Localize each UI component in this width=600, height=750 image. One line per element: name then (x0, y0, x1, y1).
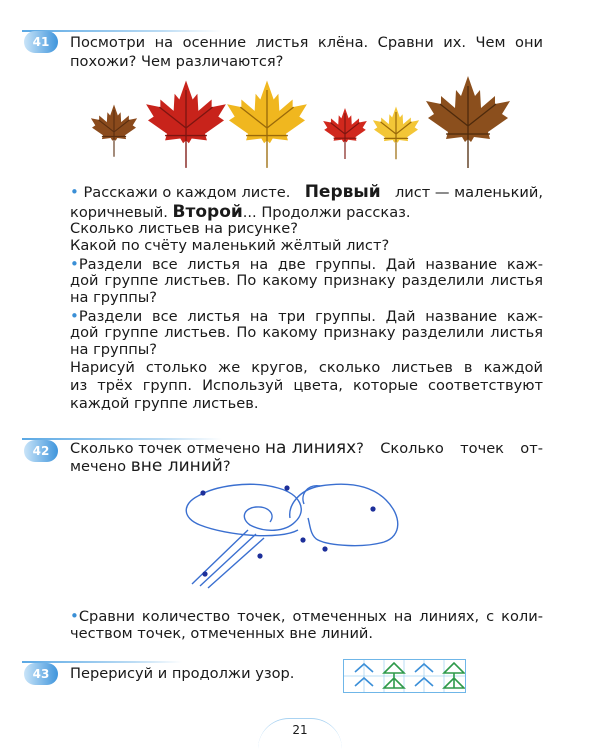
point (257, 553, 262, 558)
task-intro-line: Перерисуй и продолжи узор. (70, 665, 295, 682)
point (202, 571, 207, 576)
bullet-icon: • (70, 183, 79, 201)
task-paragraph-line: •Раздели все листья на две группы. Дай название каж- (70, 255, 543, 273)
task-intro-line: Посмотри на осенние листья клёна. Сравни их. Чем они (70, 34, 543, 51)
lines-with-points-figure (170, 478, 420, 598)
point (322, 546, 327, 551)
pattern-green-triangles (444, 663, 464, 688)
task-paragraph-line: на группы? (70, 341, 158, 358)
leaf-3-icon (227, 81, 307, 168)
task-number-badge: 41 (24, 31, 58, 53)
task-intro-line: мечено вне линий? (70, 456, 231, 476)
task-paragraph-line: из трёх групп. Используй цвета, которые соответствуют (70, 377, 543, 394)
curves (186, 484, 398, 588)
task-number-badge: 42 (24, 440, 58, 462)
leaf-5-icon (373, 107, 419, 160)
point (370, 506, 375, 511)
pattern-drawing (344, 660, 465, 692)
pattern-grid (343, 659, 466, 693)
question-line: Сколько листьев на рисунке? (70, 220, 299, 237)
bullet-icon: • (70, 255, 79, 273)
task-paragraph-line: Нарисуй столько же кругов, сколько листьев в каждой (70, 359, 543, 376)
task-paragraph-line: коричневый. Второй... Продолжи рассказ. (70, 202, 411, 222)
task-intro-line: Сколько точек отмечено на линиях ? Сколько точек от- (70, 438, 543, 458)
task-intro-line: похожи? Чем различаются? (70, 53, 284, 70)
point (284, 485, 289, 490)
leaf-1-icon (91, 105, 137, 157)
task-paragraph-line: каждой группе листьев. (70, 395, 259, 412)
task-paragraph-line: • Расскажи о каждом листе. Первый лист — маленький, (70, 182, 543, 202)
leaf-4-icon (323, 108, 367, 159)
task-paragraph-line: дой группе листьев. По какому признаку разделили листья (70, 324, 543, 341)
point-markers (200, 485, 375, 576)
bullet-icon: • (70, 307, 79, 325)
task-paragraph-line: •Сравни количество точек, отмеченных на линиях, с коли- (70, 607, 543, 625)
page-number: 21 (292, 723, 308, 737)
question-line: Какой по счёту маленький жёлтый лист? (70, 237, 390, 254)
maple-leaves-illustration (0, 70, 600, 180)
task-paragraph-line: дой группе листьев. По какому признаку разделили листья (70, 272, 543, 289)
leaf-2-icon (146, 81, 226, 168)
point (200, 490, 205, 495)
task-paragraph-line: на группы? (70, 289, 158, 306)
task-number-badge: 43 (24, 663, 58, 685)
bullet-icon: • (70, 607, 79, 625)
point (300, 537, 305, 542)
leaf-6-icon (426, 76, 510, 168)
pattern-green-triangles (384, 663, 404, 688)
task-paragraph-line: •Раздели все листья на три группы. Дай название каж- (70, 307, 543, 325)
task-paragraph-line: чеством точек, отмеченных вне линий. (70, 625, 374, 642)
